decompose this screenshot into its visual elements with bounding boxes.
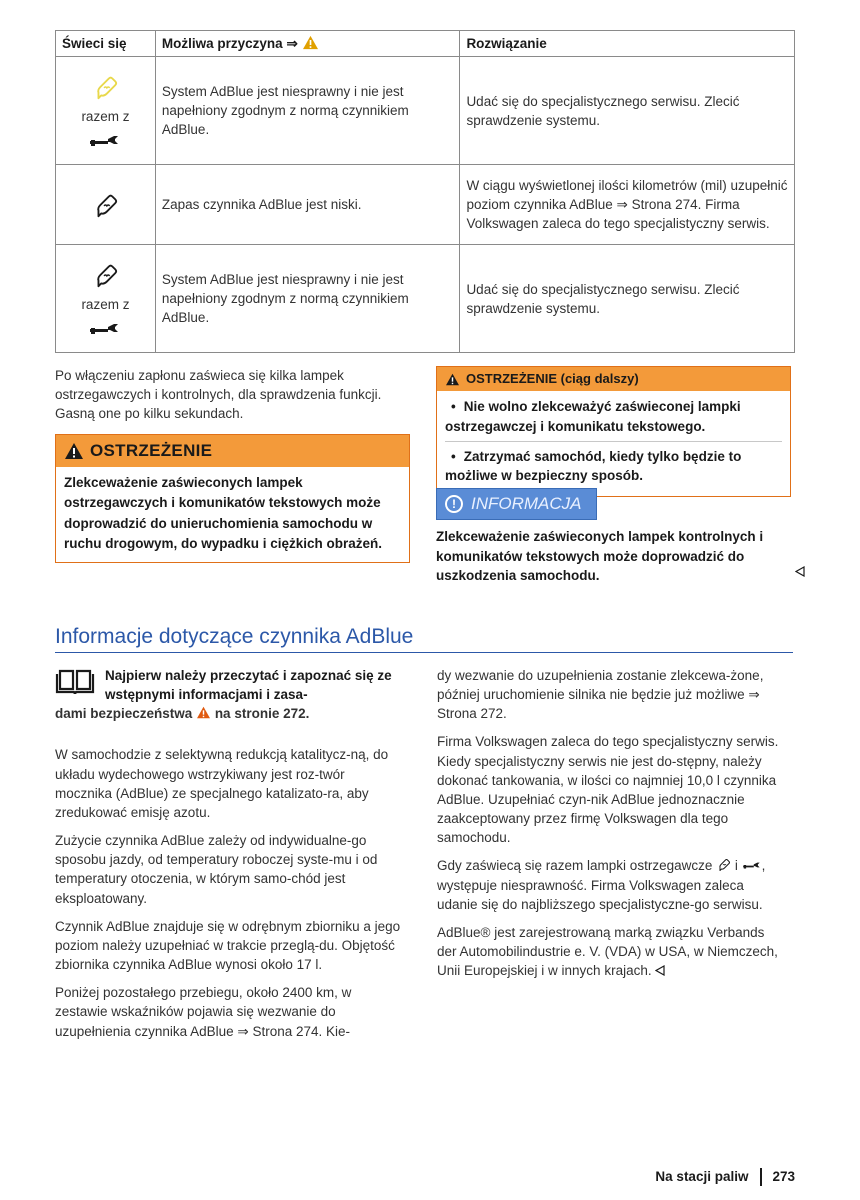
section-divider [55, 652, 793, 653]
wrench-icon [87, 132, 123, 148]
page-footer [600, 1167, 795, 1186]
warning-continued-title: OSTRZEŻENIE (ciąg dalszy) [466, 371, 639, 386]
info-icon: ! [445, 495, 463, 513]
adblue-lamp-icon [91, 261, 119, 289]
adblue-lamp-icon [716, 857, 731, 872]
header-lights: Świeci się [56, 31, 156, 57]
paragraph: Gdy zaświecą się razem lampki ostrzegawcze i , występuje niesprawność. Firma Volkswagen zaleca udanie się do najbliższego specjalistyczne-go serwisu. [437, 858, 766, 912]
intro-text: Po włączeniu zapłonu zaświeca się kilka lampek ostrzegawczych i kontrolnych, dla sprawdzenia funkcji. Gasną one po kilku sekundach. [55, 368, 382, 422]
paragraph: Firma Volkswagen zaleca do tego specjalistyczny serwis. Kiedy specjalistyczny serwis nie jest do-stępny, należy dokonać tankowania, w ilości co najmniej 10,0 l czynnika AdBlue. Uzupełniać czyn-nik AdBlue jednoznacznie zaakceptowany przez firmę Volkswagen dla tego samochodu. [437, 734, 779, 846]
warning-body: Zlekceważenie zaświeconych lampek ostrzegawczych i komunikatów tekstowych może doprowadzić do unieruchomienia samochodu w ruchu drogowym, do wypadku i ciężkich obrażeń. [64, 475, 383, 551]
info-box [436, 488, 796, 586]
warning-triangle-icon [196, 706, 211, 719]
paragraph: Czynnik AdBlue znajduje się w odrębnym zbiorniku a jego poziom należy uzupełniać w trakcie przeglą-du. Objętość zbiornika czynnika AdBlue wynosi około 17 l. [55, 918, 401, 973]
table-row [56, 57, 795, 165]
lamp-cell [56, 245, 156, 353]
paragraph: dy wezwanie do uzupełnienia zostanie zlekcewa-żone, później uruchomienie silnika nie będzie już możliwe ⇒ Strona 272. [437, 668, 764, 722]
warning-header [56, 435, 409, 467]
razem-label: razem z [81, 297, 130, 313]
list-item: • Nie wolno zlekceważyć zaświeconej lampki ostrzegawczej i komunikatu tekstowego. [445, 399, 741, 435]
read-first-note [55, 666, 405, 704]
book-icon [55, 668, 95, 694]
section-title: Informacje dotyczące czynnika AdBlue [55, 625, 414, 648]
end-triangle-icon [655, 965, 665, 976]
footer-section-label: Na stacji paliw [655, 1169, 749, 1184]
header-cause [155, 31, 460, 57]
header-cause-text: Możliwa przyczyna ⇒ [161, 36, 298, 51]
warning-triangle-icon [64, 442, 84, 460]
warning-triangle-icon [302, 35, 319, 50]
end-triangle-icon [795, 566, 805, 577]
list-item: • Zatrzymać samochód, kiedy tylko będzie to możliwe w bezpieczny sposób. [445, 441, 782, 490]
page-number: 273 [772, 1169, 795, 1184]
table-row [56, 245, 795, 353]
warning-box [55, 434, 410, 563]
razem-label: razem z [81, 109, 130, 125]
paragraph: Zużycie czynnika AdBlue zależy od indywidualne-go sposobu jazdy, od temperatury roboczej syste-mu i od temperatury otoczenia, w którym samo-chód jest eksploatowany. [55, 833, 378, 906]
footer-separator [760, 1168, 762, 1186]
table-header-row [56, 31, 795, 57]
cause-cell: System AdBlue jest niesprawny i nie jest napełniony zgodnym z normą czynnikiem AdBlue. [155, 245, 460, 353]
warning-continued-header [437, 367, 790, 391]
lamp-cell [56, 165, 156, 245]
warning-title: OSTRZEŻENIE [90, 441, 213, 460]
left-column [55, 666, 405, 1050]
solution-cell: Udać się do specjalistycznego serwisu. Zlecić sprawdzenie systemu. [460, 57, 795, 165]
warning-lamp-table [55, 30, 795, 353]
adblue-lamp-icon [91, 73, 119, 101]
cause-cell: Zapas czynnika AdBlue jest niski. [155, 165, 460, 245]
adblue-lamp-icon [91, 191, 119, 219]
paragraph: Poniżej pozostałego przebiegu, około 2400 km, w zestawie wskaźników pojawia się wezwanie do uzupełnienia czynnika AdBlue ⇒ Strona 274. Kie- [55, 985, 352, 1039]
paragraph: W samochodzie z selektywną redukcją katalitycz-ną, do układu wydechowego wstrzykiwany jest roz-twór mocznika (AdBlue) ze specjalnego katalizato-ra, aby zredukować emisję azotu. [55, 747, 389, 820]
cause-cell: System AdBlue jest niesprawny i nie jest napełniony zgodnym z normą czynnikiem AdBlue. [155, 57, 460, 165]
read-first-text: Najpierw należy przeczytać i zapoznać się ze wstępnymi informacjami i zasa- [105, 668, 392, 703]
warning-continued-list [437, 391, 790, 495]
info-header [436, 488, 597, 520]
read-first-continuation: dami bezpieczeństwa na stronie 272. [55, 706, 310, 722]
header-solution: Rozwiązanie [460, 31, 795, 57]
solution-cell: W ciągu wyświetlonej ilości kilometrów (mil) uzupełnić poziom czynnika AdBlue ⇒ Strona 274. Firma Volkswagen zaleca do tego specjalistyczny serwis. [460, 165, 795, 245]
table-row [56, 165, 795, 245]
lamp-cell [56, 57, 156, 165]
paragraph: AdBlue® jest zarejestrowaną marką związku Verbands der Automobilindustrie e. V. (VDA) w USA, w Niemczech, Unii Europejskiej i w innych krajach. [437, 924, 778, 979]
wrench-icon [87, 320, 123, 336]
info-body: Zlekceważenie zaświeconych lampek kontrolnych i komunikatów tekstowych może doprowadzić do uszkodzenia samochodu. [436, 529, 764, 584]
wrench-icon [742, 860, 762, 870]
right-column [437, 666, 787, 989]
warning-triangle-icon [445, 373, 460, 386]
warning-continued-box [436, 366, 791, 497]
solution-cell: Udać się do specjalistycznego serwisu. Zlecić sprawdzenie systemu. [460, 245, 795, 353]
info-title: INFORMACJA [471, 494, 582, 513]
